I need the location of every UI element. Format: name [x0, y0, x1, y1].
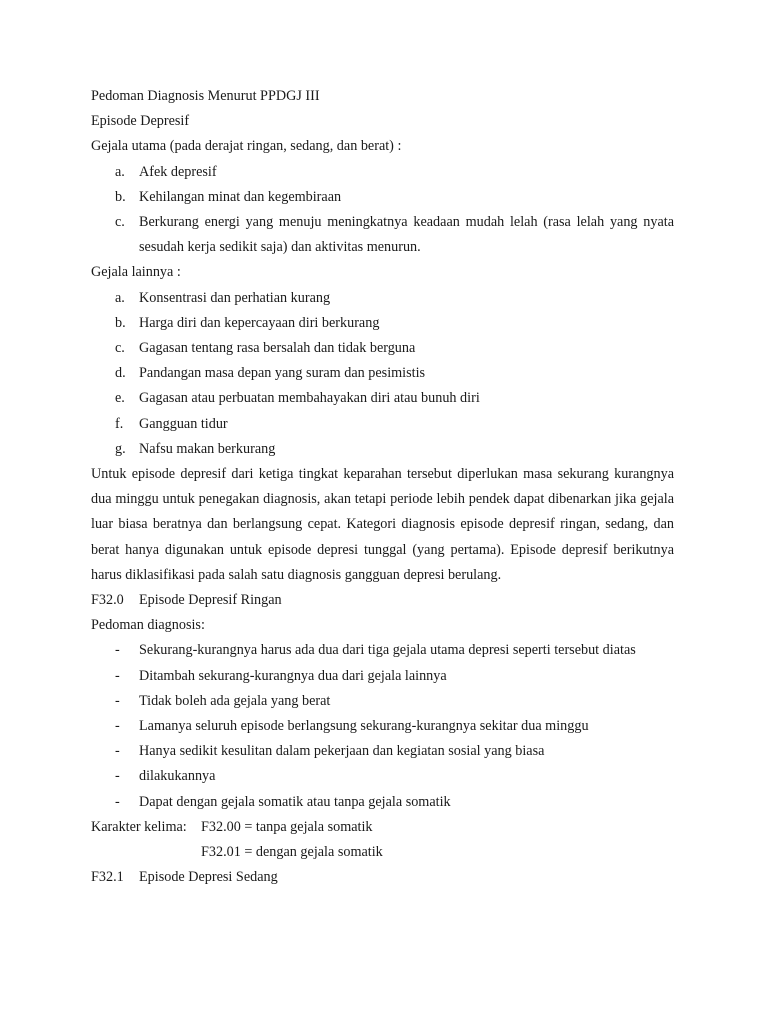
list-marker: g.: [115, 440, 126, 457]
list-item: [91, 412, 674, 437]
list-item-text: Nafsu makan berkurang: [139, 440, 276, 457]
list-item: [91, 386, 674, 411]
list-item: [91, 689, 674, 714]
list-marker: c.: [115, 213, 125, 230]
list-item-text: Afek depresif: [139, 163, 217, 180]
list-item-text: Kehilangan minat dan kegembiraan: [139, 188, 342, 205]
body-paragraph: Untuk episode depresif dari ketiga tingkat keparahan tersebut diperlukan masa sekurang kurangnya dua minggu untuk penegakan diagnosis, akan tetapi periode lebih pendek dapat dibenarkan jika gejala luar biasa beratnya dan berlangsung cepat. Kategori diagnosis episode depresif ringan, sedang, dan berat hanya digunakan untuk episode depresi tunggal (yang pertama). Episode depresif berikutnya harus diklasifikasi pada salah satu diagnosis gangguan depresi berulang.: [91, 465, 674, 583]
list-item: [91, 437, 674, 462]
list-item: [91, 714, 674, 739]
list-marker: e.: [115, 390, 125, 407]
list-item-text: Gagasan tentang rasa bersalah dan tidak berguna: [139, 339, 416, 356]
list-item: [91, 361, 674, 386]
gejala-lainnya-list: [91, 286, 674, 462]
list-item-text: Konsentrasi dan perhatian kurang: [139, 289, 331, 306]
gejala-utama-list: [91, 160, 674, 261]
list-marker: f.: [115, 415, 124, 432]
diagnosis-label: Episode Depresi Sedang: [139, 869, 278, 886]
list-item: [91, 210, 674, 260]
list-marker: -: [115, 692, 120, 709]
list-item: [91, 638, 674, 663]
list-marker: -: [115, 743, 120, 760]
section-heading-f32-1: [91, 865, 674, 890]
list-item-text: Berkurang energi yang menuju meningkatnya keadaan mudah lelah (rasa lelah yang nyata sesudah kerja sedikit saja) dan aktivitas menurun.: [139, 213, 674, 256]
list-item: [91, 739, 674, 764]
list-item: [91, 160, 674, 185]
list-marker: b.: [115, 314, 126, 331]
list-item-text: Pandangan masa depan yang suram dan pesimistis: [139, 365, 426, 382]
karakter-kelima-value: F32.00 = tanpa gejala somatik: [201, 818, 373, 835]
list-item-text: Tidak boleh ada gejala yang berat: [139, 692, 331, 709]
list-item-text: Dapat dengan gejala somatik atau tanpa gejala somatik: [139, 793, 451, 810]
document-title: Pedoman Diagnosis Menurut PPDGJ III: [91, 88, 320, 104]
list-marker: -: [115, 768, 120, 785]
list-item: [91, 790, 674, 815]
list-item-text: dilakukannya: [139, 768, 216, 785]
document-body: [91, 84, 674, 890]
section-title-episode-depresif: Episode Depresif: [91, 113, 190, 130]
list-item: [91, 286, 674, 311]
list-item-text: Gangguan tidur: [139, 415, 228, 432]
list-marker: -: [115, 642, 120, 659]
list-marker: -: [115, 793, 120, 810]
karakter-kelima-row: [91, 815, 674, 840]
list-item: [91, 185, 674, 210]
list-item-text: Lamanya seluruh episode berlangsung sekurang-kurangnya sekitar dua minggu: [139, 717, 589, 734]
gejala-lainnya-heading: Gejala lainnya :: [91, 264, 181, 281]
list-marker: -: [115, 717, 120, 734]
list-item: [91, 311, 674, 336]
diagnosis-code: F32.0: [91, 592, 124, 608]
list-marker: c.: [115, 339, 125, 356]
list-marker: a.: [115, 289, 125, 306]
list-item-text: Harga diri dan kepercayaan diri berkurang: [139, 314, 380, 331]
karakter-kelima-label: Karakter kelima:: [91, 818, 187, 835]
list-marker: d.: [115, 365, 126, 382]
list-marker: -: [115, 667, 120, 684]
list-item-text: Hanya sedikit kesulitan dalam pekerjaan dan kegiatan sosial yang biasa: [139, 743, 545, 760]
list-marker: b.: [115, 188, 126, 205]
list-item-text: Sekurang-kurangnya harus ada dua dari tiga gejala utama depresi seperti tersebut diatas: [139, 642, 636, 659]
karakter-kelima-value: F32.01 = dengan gejala somatik: [201, 843, 383, 860]
section-heading-f32-0: [91, 588, 674, 613]
list-item: [91, 336, 674, 361]
diagnosis-label: Episode Depresif Ringan: [139, 592, 282, 608]
list-item-text: Ditambah sekurang-kurangnya dua dari gejala lainnya: [139, 667, 447, 684]
gejala-utama-heading: Gejala utama (pada derajat ringan, sedang, dan berat) :: [91, 138, 402, 155]
pedoman-list: [91, 638, 674, 814]
list-item: [91, 764, 674, 789]
list-item-text: Gagasan atau perbuatan membahayakan diri atau bunuh diri: [139, 390, 480, 407]
list-marker: a.: [115, 163, 125, 180]
pedoman-heading: Pedoman diagnosis:: [91, 617, 205, 634]
list-item: [91, 664, 674, 689]
diagnosis-code: F32.1: [91, 869, 124, 886]
